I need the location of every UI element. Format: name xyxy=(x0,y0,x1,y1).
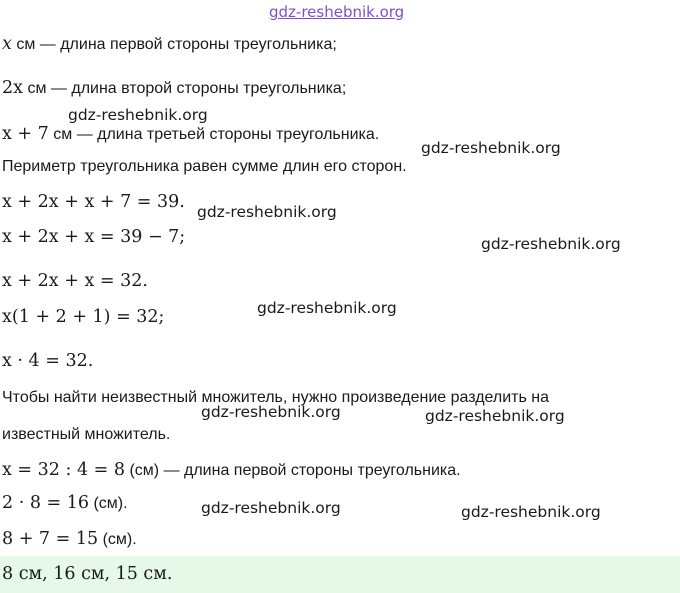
line-second-side xyxy=(2,78,346,98)
line-first-side-result xyxy=(2,460,461,480)
watermark: gdz-reshebnik.org xyxy=(201,403,341,421)
math-x-plus-7: x + 7 xyxy=(2,124,49,144)
line-text: см — длина первой стороны треугольника; xyxy=(11,36,337,53)
watermark: gdz-reshebnik.org xyxy=(257,299,397,317)
line-third-side-result xyxy=(2,529,137,549)
math-x-result: x = 32 : 4 = 8 xyxy=(2,460,126,480)
line-text: (см) — длина первой стороны треугольника. xyxy=(125,462,461,479)
watermark: gdz-reshebnik.org xyxy=(201,499,341,517)
equation-5: x · 4 = 32. xyxy=(2,351,94,371)
math-x: x xyxy=(2,34,12,54)
math-second-result: 2 · 8 = 16 xyxy=(2,493,90,513)
watermark: gdz-reshebnik.org xyxy=(481,235,621,253)
equation-1: x + 2x + x + 7 = 39. xyxy=(2,192,185,212)
equation-2: x + 2x + x = 39 − 7; xyxy=(2,227,186,247)
watermark: gdz-reshebnik.org xyxy=(421,139,561,157)
math-2x: 2x xyxy=(2,78,24,98)
line-first-side xyxy=(2,34,337,54)
line-text: (см). xyxy=(89,495,128,512)
watermark: gdz-reshebnik.org xyxy=(197,203,337,221)
rule-text-2: известный множитель. xyxy=(2,426,171,443)
line-second-side-result xyxy=(2,493,128,513)
watermark: gdz-reshebnik.org xyxy=(68,106,208,124)
perimeter-rule-text: Периметр треугольника равен сумме длин его сторон. xyxy=(2,158,407,175)
watermark: gdz-reshebnik.org xyxy=(425,407,565,425)
line-third-side xyxy=(2,124,379,144)
line-text: (см). xyxy=(98,531,137,548)
watermark: gdz-reshebnik.org xyxy=(461,503,601,521)
line-text: см — длина второй стороны треугольника; xyxy=(23,80,347,97)
answer-text: 8 см, 16 см, 15 см. xyxy=(2,564,173,584)
line-text: см — длина третьей стороны треугольника. xyxy=(48,126,380,143)
watermark-top-link[interactable]: gdz-reshebnik.org xyxy=(269,3,405,21)
equation-4: x(1 + 2 + 1) = 32; xyxy=(2,307,165,327)
rule-text-1: Чтобы найти неизвестный множитель, нужно произведение разделить на xyxy=(2,389,550,406)
answer-band xyxy=(0,556,680,593)
equation-3: x + 2x + x = 32. xyxy=(2,271,148,291)
math-third-result: 8 + 7 = 15 xyxy=(2,529,99,549)
